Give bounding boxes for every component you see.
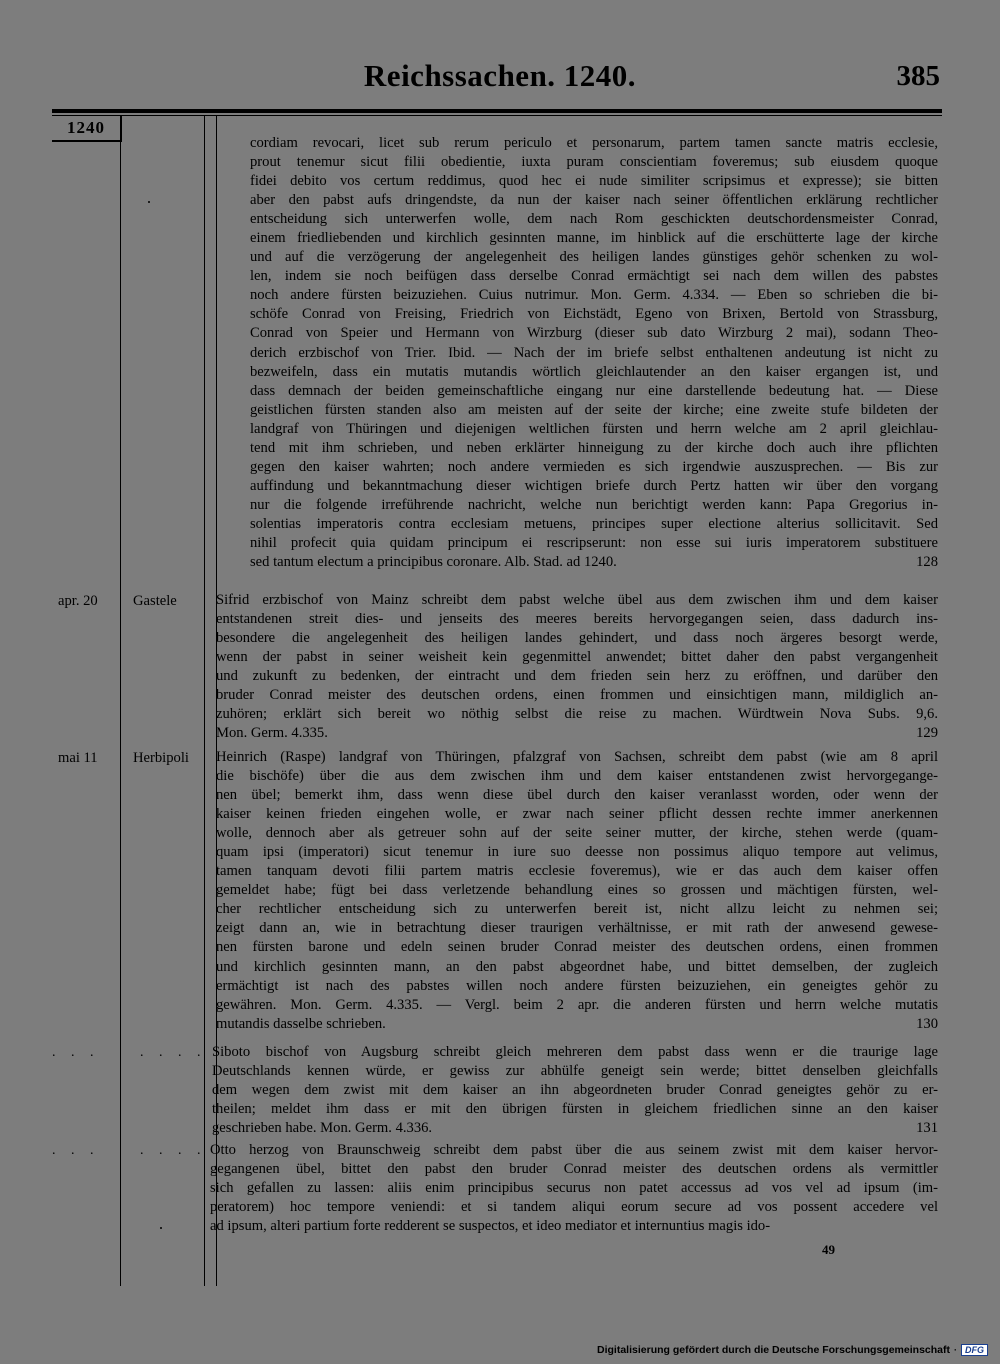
- text-line-content: wolle, dennoch aber als getreuer sohn auf der seite seiner mutter, der kirche, stehen werde (quam-: [216, 825, 938, 842]
- entry-date: apr. 20: [58, 593, 98, 609]
- text-line-content: Conrad von Speier und Hermann von Wirzburg (dieser sub dato Wirzburg 2 mai), sodann Theo-: [250, 325, 938, 342]
- text-line-content: geschrieben habe. Mon. Germ. 4.336.: [212, 1120, 433, 1137]
- text-line-content: aber den pabst aufs dringendste, da nun der kaiser nach seiner öffentlichen erklärung rechtlicher: [250, 192, 938, 209]
- text-line-content: cordiam revocari, licet sub rerum periculo et personarum, partem tamen sancte matris ecclesie,: [250, 135, 938, 151]
- text-line: [250, 439, 938, 458]
- text-line: [212, 1119, 938, 1138]
- text-line-content: geistlichen fürsten standen also am meisten auf der seite der kirche; eine zweite stufe bildeten der: [250, 401, 938, 418]
- text-line: [216, 667, 938, 686]
- text-line: [216, 919, 938, 938]
- text-line-content: tend mit ihm schrieben, und neben erklärter hinneigung zu der kirche doch auch ihre pflichten: [250, 439, 938, 456]
- text-line-content: tamen tanquam devoti filii partem matris ecclesie foveremus), wie er das auch dem kaiser offen: [216, 863, 938, 880]
- entry-place: . . . .: [140, 1045, 207, 1060]
- text-line: [250, 305, 938, 324]
- text-line: [216, 843, 938, 862]
- text-line-content: entscheidung sich unterwerfen wolle, dem nach Rom geschickten deutschordensmeister Conrad,: [250, 211, 938, 228]
- text-line-content: sed tantum electum a principibus coronare. Alb. Stad. ad 1240.: [250, 554, 617, 571]
- text-line-content: nen fürsten barone und edeln seinen bruder Conrad meister des deutschen ordens, einen frommen: [216, 939, 938, 956]
- year-label: 1240: [52, 116, 122, 142]
- text-line-content: auffindung und bekanntmachung dieser wichtigen briefe durch Pertz hatten wir über den vorgang: [250, 477, 938, 494]
- text-line-content: entstandenen streit dies- und jenseits des meeres bereits hervorgegangen seien, dass dadurch ins-: [216, 611, 938, 628]
- entry-text: [216, 591, 938, 743]
- text-line-content: und zukunft zu bedenken, der eintracht und dem frieden sein herz zu eröffnen, und darüber den: [216, 668, 938, 685]
- text-line-content: zeigt dann an, wie in betrachtung dieser traurigen verhältnisse, er mit rath der anwesend gewese-: [216, 920, 938, 937]
- entry-number: 129: [916, 725, 938, 742]
- text-line: [250, 477, 938, 496]
- text-line-content: zuhören; erklärt sich bereit wo nöthig selbst die reise zu machen. Würdtwein Nova Subs. 9,6.: [216, 706, 938, 723]
- text-line: [250, 363, 938, 382]
- text-line-content: ad ipsum, alteri partium forte redderent se suspectos, et ideo mediator et internuntius magis ido-: [210, 1218, 771, 1235]
- text-line: [250, 382, 938, 401]
- header-rule-thin: [52, 115, 942, 116]
- text-line-content: fidei debito vos certum reddimus, quod hec ei nude similiter scripsimus et expresse); sie bitten: [250, 173, 938, 190]
- text-line-content: noch andere fürsten beizuziehen. Cuius nutrimur. Mon. Germ. 4.334. — Eben so schrieben die bi-: [250, 287, 938, 304]
- text-line-content: Siboto bischof von Augsburg schreibt gleich mehreren dem pabst dass wenn er die traurige lage: [212, 1044, 938, 1060]
- text-line-content: prout tenemur sicut filii obedientie, iuxta puram conscientiam foveremus; sub eiusdem quoque: [250, 154, 938, 171]
- margin-mark: [160, 1227, 162, 1229]
- header-rule: [52, 109, 942, 113]
- text-line: [250, 134, 938, 153]
- text-line: [216, 610, 938, 629]
- text-line: [216, 958, 938, 977]
- text-line-content: wenn der pabst in seiner weisheit kein gegenmittel anwendet; bittet daher den pabst vergangenheit: [216, 649, 938, 666]
- text-line-content: derich erzbischof von Trier. Ibid. — Nach der im briefe selbst enthaltenen andeutung ist nicht zu: [250, 344, 938, 361]
- text-line-content: Mon. Germ. 4.335.: [216, 725, 328, 742]
- text-line-content: kaiser keinen frieden eingehen wolle, er zwar nach seiner pflicht dessen rechte immer anerkennen: [216, 806, 938, 823]
- text-line: [250, 534, 938, 553]
- text-line-content: peratorem) hoc tempore veniendi: et si tandem aliqui eorum secure ad vos possent accedere vel: [210, 1199, 938, 1216]
- entry-text: [216, 748, 938, 1034]
- text-line-content: nihil profecit quia quidam principum ei rescripserunt: non esse sui iuris imperatorem substituere: [250, 534, 938, 551]
- text-line: [250, 324, 938, 343]
- text-line: [216, 748, 938, 767]
- text-line: [212, 1062, 938, 1081]
- text-line: [250, 496, 938, 515]
- entry-place: Gastele: [133, 593, 177, 609]
- text-line: [216, 686, 938, 705]
- text-line-content: Heinrich (Raspe) landgraf von Thüringen, pfalzgraf von Sachsen, schreibt dem pabst (wie am 8 april: [216, 749, 938, 765]
- text-line: [250, 420, 938, 439]
- text-line-content: die bischöfe) über die aus dem zwischen ihm und dem kaiser entstandenen zwist hervorgegange-: [216, 768, 938, 785]
- text-line: [250, 191, 938, 210]
- text-line: [216, 881, 938, 900]
- text-line: [212, 1043, 938, 1062]
- page-number: 385: [896, 60, 940, 92]
- text-line: [250, 553, 938, 572]
- text-line: [250, 286, 938, 305]
- text-line-content: gegangenen übel, bittet den pabst den bruder Conrad meister des deutschen ordens als vermittler: [210, 1161, 938, 1178]
- text-line-content: nen übel; bemerkt ihm, dass wenn diese übel durch den kaiser veranlasst worden, oder wenn der: [216, 787, 938, 804]
- column-divider-place: [204, 116, 205, 1286]
- text-line: [216, 862, 938, 881]
- text-line: [250, 344, 938, 363]
- text-line: [212, 1081, 938, 1100]
- text-line: [210, 1179, 938, 1198]
- text-line-content: dem wegen dem zwist mit dem kaiser an ihn abgeordneten bruder Conrad geneigtes gehör zu er-: [212, 1082, 938, 1099]
- text-line: [216, 977, 938, 996]
- text-line-content: gegen den kaiser wahrten; noch andere vermieden es sich irgendwie auszusprechen. — Bis zur: [250, 458, 938, 475]
- text-line-content: cher rechtlicher entscheidung sich zu unterwerfen bereit ist, nicht allzu leicht zu nehmen sei;: [216, 901, 938, 918]
- text-line: [250, 458, 938, 477]
- text-line: [210, 1217, 938, 1236]
- text-line-content: schöfe Conrad von Freising, Friedrich von Eichstädt, Egeno von Brixen, Bertold von Strassburg,: [250, 306, 938, 323]
- text-line-content: ermächtigt ist nach des pabstes willen noch andere fürsten beizuziehen, ein geneigtes gehör zu: [216, 977, 938, 994]
- entry-number: 130: [916, 1015, 938, 1032]
- entry-date: . . .: [52, 1045, 100, 1060]
- text-line: [216, 705, 938, 724]
- text-line-content: bruder Conrad meister des deutschen ordens, einen frommen und einsichtigen mann, mildiglich an-: [216, 687, 938, 704]
- text-line: [250, 267, 938, 286]
- dfg-logo: DFG: [961, 1344, 988, 1356]
- footer: Digitalisierung gefördert durch die Deutsche Forschungsgemeinschaft · DFG: [597, 1344, 988, 1356]
- text-line-content: Sifrid erzbischof von Mainz schreibt dem pabst welche übel aus dem zwischen ihm und dem kaiser: [216, 592, 938, 608]
- text-line-content: besondere die angelegenheit des heiligen landes gehindert, und dass noch ärgeres besorgt werde,: [216, 630, 938, 647]
- text-line-content: Otto herzog von Braunschweig schreibt dem pabst über die aus seinem zwist mit dem kaiser hervor-: [210, 1142, 938, 1158]
- text-line-content: len, indem sie noch beifügen dass derselbe Conrad ermächtigt sei nach dem willen des pabstes: [250, 268, 938, 285]
- text-line-content: bezweifeln, dass ein mutatis mutandis wörtlich gleichlautender an den kaiser ergangen ist, und: [250, 363, 938, 380]
- text-line-content: gewähren. Mon. Germ. 4.335. — Vergl. beim 2 apr. die anderen fürsten und herrn welche mutatis: [216, 996, 938, 1013]
- entry-text: [250, 134, 938, 572]
- entry-date: mai 11: [58, 750, 98, 766]
- entry-number: 131: [916, 1120, 938, 1137]
- text-line-content: Deutschlands kennen würde, er gewiss zur abhülfe geneigt sein werde; bittet denselben gleichfalls: [212, 1063, 938, 1080]
- text-line: [216, 724, 938, 743]
- text-line: [212, 1100, 938, 1119]
- column-divider-date: [120, 116, 121, 1286]
- footer-text: Digitalisierung gefördert durch die Deutsche Forschungsgemeinschaft: [597, 1344, 950, 1356]
- text-line: [250, 210, 938, 229]
- entry-text: [210, 1141, 938, 1236]
- text-line-content: gemeldet habe; fügt bei dass verletzende behandlung eines so grossen und mächtigen fürsten, wel-: [216, 882, 938, 899]
- entry-date: . . .: [52, 1143, 100, 1158]
- text-line: [216, 824, 938, 843]
- text-line: [216, 591, 938, 610]
- text-line: [250, 248, 938, 267]
- entry-place: Herbipoli: [133, 750, 189, 766]
- text-line-content: dass demnach der beiden gemeinschaftliche eingang nur eine darstellende bedeutung hat. — Diese: [250, 382, 938, 399]
- text-line: [210, 1160, 938, 1179]
- text-line-content: nur die folgende irreführende nachricht, welche nun berichtigt werden kann: Papa Gregorius in-: [250, 496, 938, 513]
- text-line-content: theilen; meldet ihm dass er mit den übrigen fürsten in gleichem friedlichen sinne an den kaiser: [212, 1101, 938, 1118]
- margin-mark: [148, 201, 150, 203]
- text-line: [250, 153, 938, 172]
- text-line-content: mutandis dasselbe schrieben.: [216, 1015, 386, 1032]
- text-line: [216, 900, 938, 919]
- text-line-content: solentias imperatoris contra ecclesiam metuens, principes super electione alterius sollicitavit. Sed: [250, 515, 938, 532]
- text-line: [216, 629, 938, 648]
- entry-text: [212, 1043, 938, 1138]
- text-line: [250, 401, 938, 420]
- text-line: [216, 938, 938, 957]
- text-line-content: und auf die verzögerung der angelegenheit des heiligen landes günstiges gehör schenken zu wol-: [250, 249, 938, 266]
- entry-place: . . . .: [140, 1143, 207, 1158]
- signature-mark: 49: [822, 1242, 835, 1257]
- text-line: [216, 767, 938, 786]
- text-line-content: quam ipsi (imperatori) sicut tenemur in iure suo deesse non possimus aliquo tempore aut velimus,: [216, 844, 938, 861]
- text-line: [250, 229, 938, 248]
- text-line: [216, 1015, 938, 1034]
- entry-number: 128: [916, 554, 938, 571]
- text-line: [250, 515, 938, 534]
- text-line-content: sich gefallen zu lassen: aliis enim principibus securus non patet accessus ad vos vel ad ipsum (im-: [210, 1180, 938, 1197]
- text-line: [250, 172, 938, 191]
- text-line: [216, 786, 938, 805]
- text-line-content: landgraf von Thüringen und diejenigen weltlichen fürsten und herrn welche am 2 april gleichlau-: [250, 420, 938, 437]
- text-line: [210, 1141, 938, 1160]
- page-title: Reichssachen. 1240.: [363, 58, 637, 93]
- text-line-content: einem friedliebenden und kirchlich gesinnten manne, im hinblick auf die erschütterte lage der kirche: [250, 230, 938, 247]
- text-line: [216, 996, 938, 1015]
- text-line: [216, 805, 938, 824]
- text-line: [210, 1198, 938, 1217]
- text-line-content: und kirchlich gesinnten mann, an den pabst abgeordnet habe, und bittet demselben, der zugleich: [216, 958, 938, 975]
- text-line: [216, 648, 938, 667]
